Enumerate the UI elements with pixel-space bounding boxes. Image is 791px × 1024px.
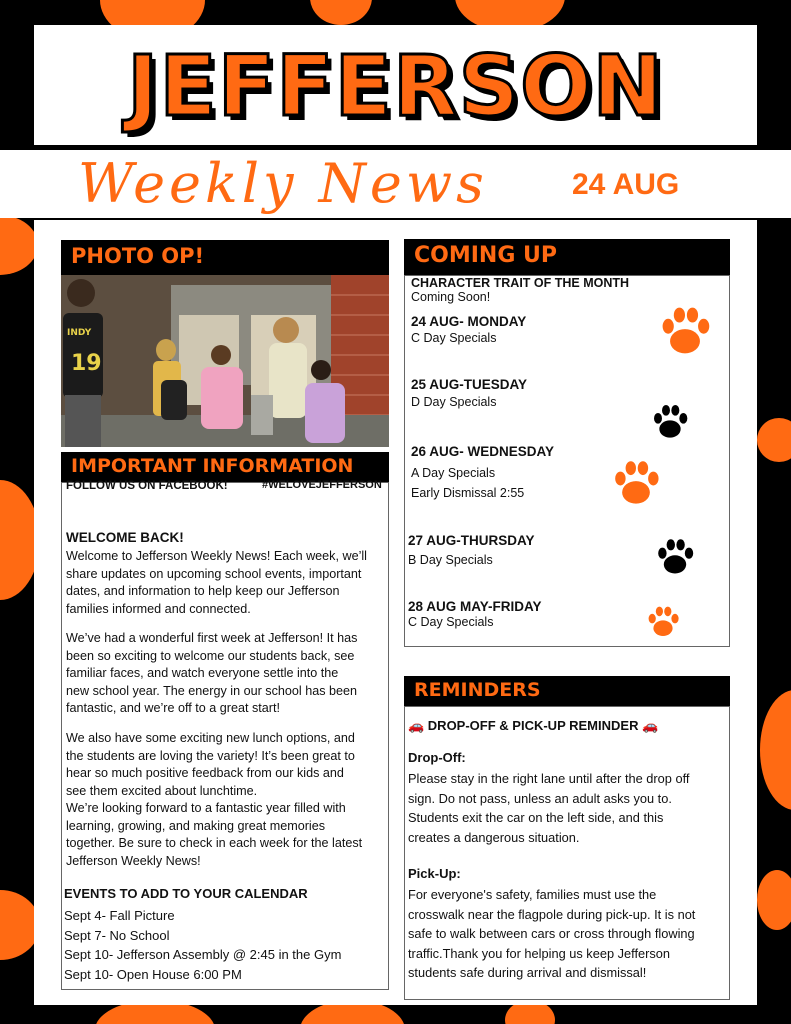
photo-op-image bbox=[61, 275, 389, 447]
important-info-header: IMPORTANT INFORMATION bbox=[61, 452, 389, 482]
polka-dot bbox=[310, 0, 372, 25]
polka-dot bbox=[760, 690, 791, 810]
paw-print-icon bbox=[650, 400, 690, 442]
day-title: 25 AUG-TUESDAY bbox=[411, 377, 528, 392]
events-title: EVENTS TO ADD TO YOUR CALENDAR bbox=[64, 886, 308, 901]
paw-print-icon bbox=[657, 302, 713, 358]
polka-dot bbox=[0, 215, 38, 275]
day-title: 27 AUG-THURSDAY bbox=[408, 533, 535, 548]
jersey-text: INDY bbox=[67, 328, 92, 338]
event-item: Sept 10- Open House 6:00 PM bbox=[64, 966, 242, 982]
event-item: Sept 10- Jefferson Assembly @ 2:45 in the Gym bbox=[64, 947, 342, 963]
pickup-title: Pick-Up: bbox=[408, 866, 461, 881]
main-content bbox=[34, 220, 757, 1005]
reminder-title: 🚗 DROP-OFF & PICK-UP REMINDER 🚗 bbox=[408, 718, 659, 733]
paw-print-icon bbox=[645, 603, 681, 639]
trait-value: Coming Soon! bbox=[411, 290, 491, 304]
day-title: 24 AUG- MONDAY bbox=[411, 314, 527, 329]
jersey-number: 19 bbox=[71, 351, 102, 376]
event-item: Sept 7- No School bbox=[64, 927, 170, 943]
dropoff-title: Drop-Off: bbox=[408, 750, 466, 765]
events-list bbox=[64, 906, 341, 984]
paw-print-icon bbox=[610, 456, 662, 508]
dropoff-text: Please stay in the right lane until after the drop off sign. Do not pass, unless an adult asks you to. Students exit the car on the left side, and this creates a dangerous situation. bbox=[408, 771, 690, 845]
day-detail: D Day Specials bbox=[411, 395, 497, 409]
issue-date: 24 AUG bbox=[572, 168, 680, 201]
weekly-news-script: Weekly News bbox=[78, 152, 488, 215]
pickup-text: For everyone's safety, families must use the crosswalk near the flagpole during pick-up. It is not safe to walk between cars or cross through flowing traffic.Thank you for helping us keep Jefferson students safe during arrival and dismissal! bbox=[408, 887, 696, 980]
coming-up-header: COMING UP bbox=[404, 239, 730, 275]
facebook-follow: FOLLOW US ON FACEBOOK! bbox=[66, 480, 228, 492]
welcome-paragraph-1: Welcome to Jefferson Weekly News! Each week, we’ll share updates on upcoming school events, important dates, and information to help keep our Jefferson families informed and connected. bbox=[66, 549, 367, 616]
day-title: 26 AUG- WEDNESDAY bbox=[411, 444, 555, 459]
paw-print-icon bbox=[654, 535, 696, 577]
day-detail: A Day Specials bbox=[411, 466, 496, 480]
hashtag: #WELOVEJEFFERSON bbox=[262, 479, 382, 491]
reminders-header: REMINDERS bbox=[404, 676, 730, 706]
newsletter-title: JEFFERSON bbox=[127, 37, 664, 135]
day-title: 28 AUG MAY-FRIDAY bbox=[408, 599, 542, 614]
day-detail: B Day Specials bbox=[408, 553, 493, 567]
welcome-paragraph-2: We’ve had a wonderful first week at Jefferson! It has been so exciting to welcome our students back, see familiar faces, and watch everyone settle into the new school year. The energy in our school has been fantastic, and we’re off to a great start! bbox=[66, 631, 358, 715]
school-entrance-photo bbox=[61, 275, 389, 447]
event-item: Sept 4- Fall Picture bbox=[64, 908, 175, 923]
day-detail: C Day Specials bbox=[408, 615, 494, 629]
polka-dot bbox=[757, 418, 791, 462]
subheader-banner bbox=[0, 150, 791, 218]
day-detail: C Day Specials bbox=[411, 331, 497, 345]
trait-title: CHARACTER TRAIT OF THE MONTH bbox=[411, 276, 630, 290]
polka-dot bbox=[757, 870, 791, 930]
welcome-paragraph-3: We also have some exciting new lunch options, and the students are loving the variety! It’s been great to hear so much positive feedback from our kids and see them excited about lunchtime. We’re looking forward to a fantastic year filled with learning, growing, and making great memories together. Be sure to check in each week for the latest Jefferson Weekly News! bbox=[66, 731, 363, 868]
photo-op-header: PHOTO OP! bbox=[61, 240, 389, 275]
masthead bbox=[34, 25, 757, 145]
welcome-title: WELCOME BACK! bbox=[66, 530, 184, 545]
day-detail: Early Dismissal 2:55 bbox=[411, 486, 525, 500]
